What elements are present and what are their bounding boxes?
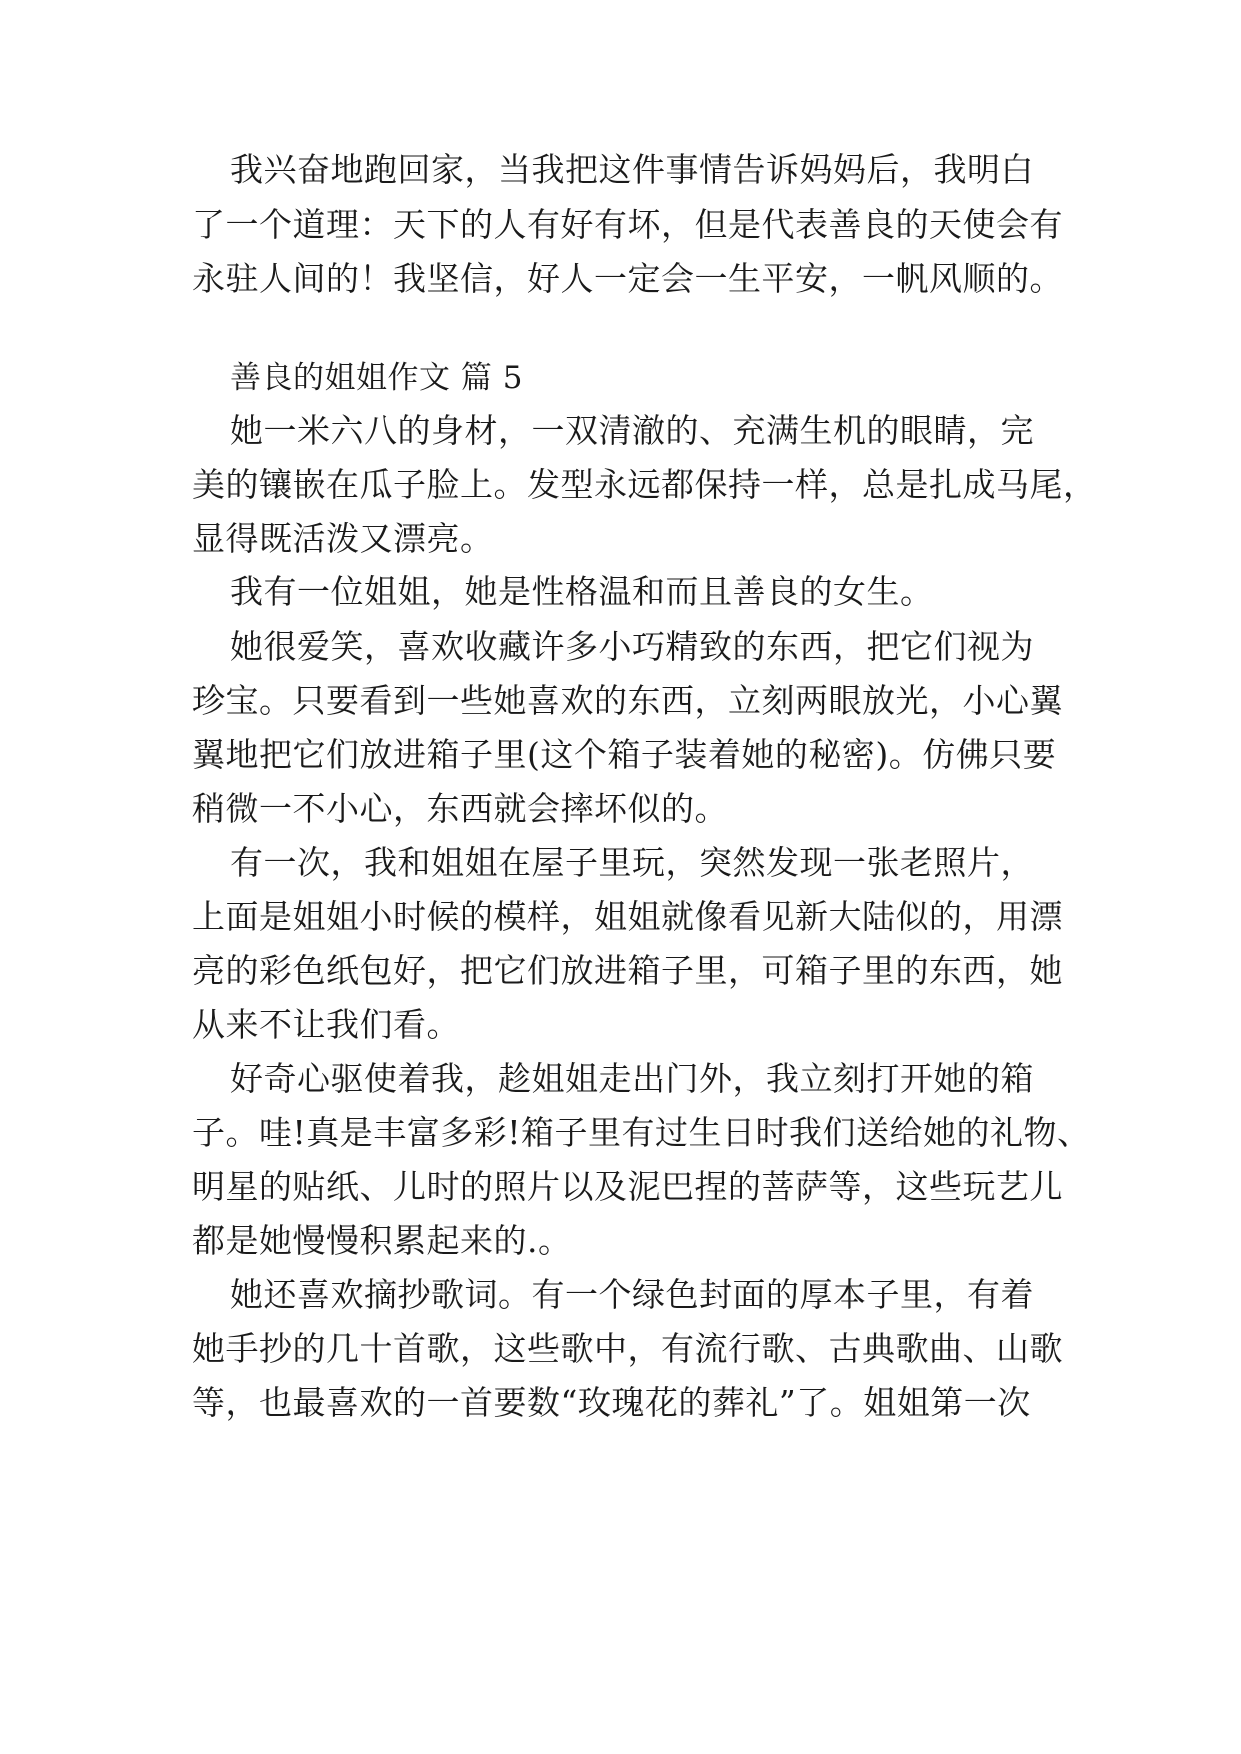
text-line: 她手抄的几十首歌，这些歌中，有流行歌、古典歌曲、山歌 [192,1329,1063,1368]
text-line: 好奇心驱使着我，趁姐姐走出门外，我立刻打开她的箱 [230,1059,1034,1098]
section-heading: 善良的姐姐作文 篇 5 [230,360,523,396]
text-line: 我有一位姐姐，她是性格温和而且善良的女生。 [230,572,934,611]
text-line: 等，也最喜欢的一首要数“玫瑰花的葬礼”了。姐姐第一次 [192,1383,1031,1422]
text-line: 从来不让我们看。 [192,1005,460,1044]
text-line: 翼地把它们放进箱子里(这个箱子装着她的秘密)。仿佛只要 [192,735,1057,774]
text-line: 明星的贴纸、儿时的照片以及泥巴捏的菩萨等，这些玩艺儿 [192,1167,1063,1206]
text-line: 亮的彩色纸包好，把它们放进箱子里，可箱子里的东西，她 [192,951,1063,990]
text-line: 她还喜欢摘抄歌词。有一个绿色封面的厚本子里，有着 [230,1275,1034,1314]
text-line: 都是她慢慢积累起来的.。 [192,1221,572,1260]
text-line: 子。哇!真是丰富多彩!箱子里有过生日时我们送给她的礼物、 [192,1113,1091,1152]
text-line: 了一个道理：天下的人有好有坏，但是代表善良的天使会有 [192,205,1063,244]
text-line: 她一米六八的身材，一双清澈的、充满生机的眼睛，完 [230,411,1034,450]
text-line: 上面是姐姐小时候的模样，姐姐就像看见新大陆似的，用漂 [192,897,1063,936]
text-line: 稍微一不小心，东西就会摔坏似的。 [192,789,728,828]
text-line: 她很爱笑，喜欢收藏许多小巧精致的东西，把它们视为 [230,627,1034,666]
text-line: 显得既活泼又漂亮。 [192,519,494,558]
text-line: 我兴奋地跑回家，当我把这件事情告诉妈妈后，我明白 [230,150,1034,189]
text-line: 珍宝。只要看到一些她喜欢的东西，立刻两眼放光，小心翼 [192,681,1063,720]
text-line: 永驻人间的！我坚信，好人一定会一生平安，一帆风顺的。 [192,259,1063,298]
text-line: 美的镶嵌在瓜子脸上。发型永远都保持一样，总是扎成马尾， [192,465,1097,504]
text-line: 有一次，我和姐姐在屋子里玩，突然发现一张老照片， [230,843,1034,882]
